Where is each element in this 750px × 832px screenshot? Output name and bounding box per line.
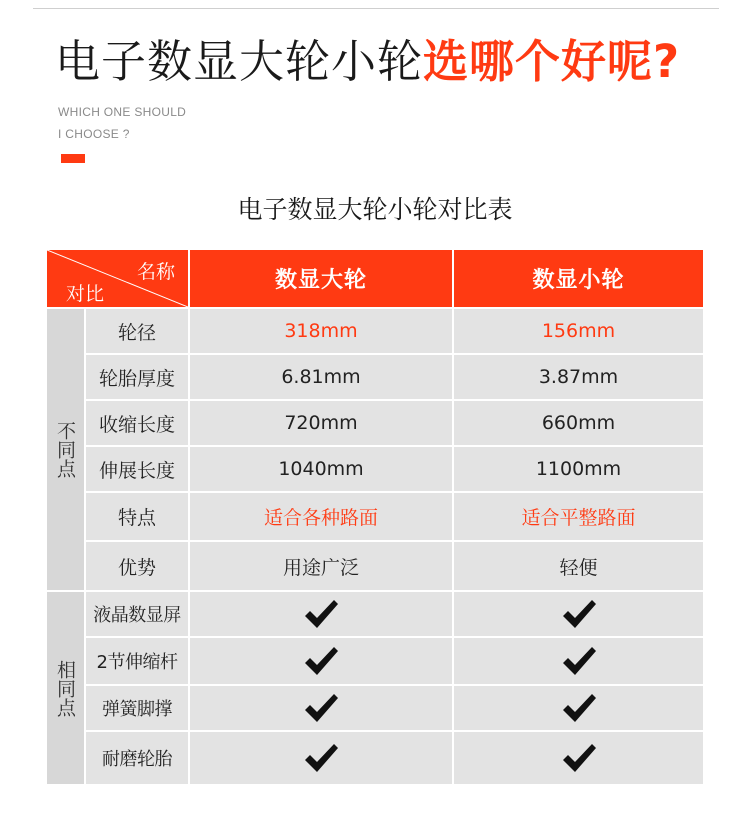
- row-label: 液晶数显屏: [86, 592, 188, 636]
- checkmark-icon: [561, 645, 597, 677]
- value-small-wheel: 轻便: [454, 542, 703, 590]
- headline-main: 电子数显大轮小轮: [55, 35, 424, 88]
- value-small-wheel: 3.87mm: [454, 355, 703, 399]
- page-headline: [55, 32, 680, 92]
- table-row: [86, 686, 703, 730]
- corner-label-name: 名称: [136, 261, 175, 283]
- group-label-similarities-text: 相同点: [54, 659, 76, 717]
- check-small-wheel: [454, 686, 703, 730]
- top-divider: [33, 8, 719, 9]
- row-label: 2节伸缩杆: [86, 638, 188, 684]
- checkmark-icon: [303, 598, 339, 630]
- check-big-wheel: [190, 732, 452, 784]
- table-row: [86, 592, 703, 636]
- row-label: 轮胎厚度: [86, 355, 188, 399]
- value-big-wheel: 6.81mm: [190, 355, 452, 399]
- table-row: [86, 309, 703, 353]
- value-big-wheel: 720mm: [190, 401, 452, 445]
- checkmark-icon: [303, 645, 339, 677]
- checkmark-icon: [561, 742, 597, 774]
- check-small-wheel: [454, 732, 703, 784]
- column-header-big-wheel: 数显大轮: [190, 250, 452, 307]
- comparison-table: [47, 250, 703, 784]
- row-label: 伸展长度: [86, 447, 188, 491]
- table-row: [86, 542, 703, 590]
- accent-bar: [61, 154, 85, 163]
- row-label: 收缩长度: [86, 401, 188, 445]
- table-row: [86, 638, 703, 684]
- check-big-wheel: [190, 686, 452, 730]
- table-row: [86, 355, 703, 399]
- checkmark-icon: [303, 742, 339, 774]
- row-label: 弹簧脚撑: [86, 686, 188, 730]
- checkmark-icon: [561, 598, 597, 630]
- row-label: 耐磨轮胎: [86, 732, 188, 784]
- corner-label-compare: 对比: [66, 283, 105, 305]
- value-small-wheel: 适合平整路面: [454, 493, 703, 540]
- value-small-wheel: 1100mm: [454, 447, 703, 491]
- check-small-wheel: [454, 638, 703, 684]
- value-big-wheel: 1040mm: [190, 447, 452, 491]
- row-label: 特点: [86, 493, 188, 540]
- check-big-wheel: [190, 592, 452, 636]
- value-small-wheel: 660mm: [454, 401, 703, 445]
- group-label-differences: [47, 309, 84, 590]
- value-big-wheel: 用途广泛: [190, 542, 452, 590]
- value-big-wheel: 318mm: [190, 309, 452, 353]
- checkmark-icon: [561, 692, 597, 724]
- value-big-wheel: 适合各种路面: [190, 493, 452, 540]
- checkmark-icon: [303, 692, 339, 724]
- subtitle-english-line1: WHICH ONE SHOULD: [58, 105, 187, 119]
- table-row: [86, 732, 703, 784]
- table-row: [86, 401, 703, 445]
- headline-question: 选哪个好呢?: [423, 35, 681, 88]
- table-row: [86, 493, 703, 540]
- group-label-differences-text: 不同点: [54, 421, 76, 478]
- header-corner-cell: [47, 250, 188, 307]
- check-small-wheel: [454, 592, 703, 636]
- check-big-wheel: [190, 638, 452, 684]
- group-label-similarities: [47, 592, 84, 784]
- table-title: 电子数显大轮小轮对比表: [237, 195, 513, 224]
- row-label: 优势: [86, 542, 188, 590]
- value-small-wheel: 156mm: [454, 309, 703, 353]
- table-row: [86, 447, 703, 491]
- subtitle-english-line2: I CHOOSE ?: [58, 127, 130, 141]
- row-label: 轮径: [86, 309, 188, 353]
- column-header-small-wheel: 数显小轮: [454, 250, 703, 307]
